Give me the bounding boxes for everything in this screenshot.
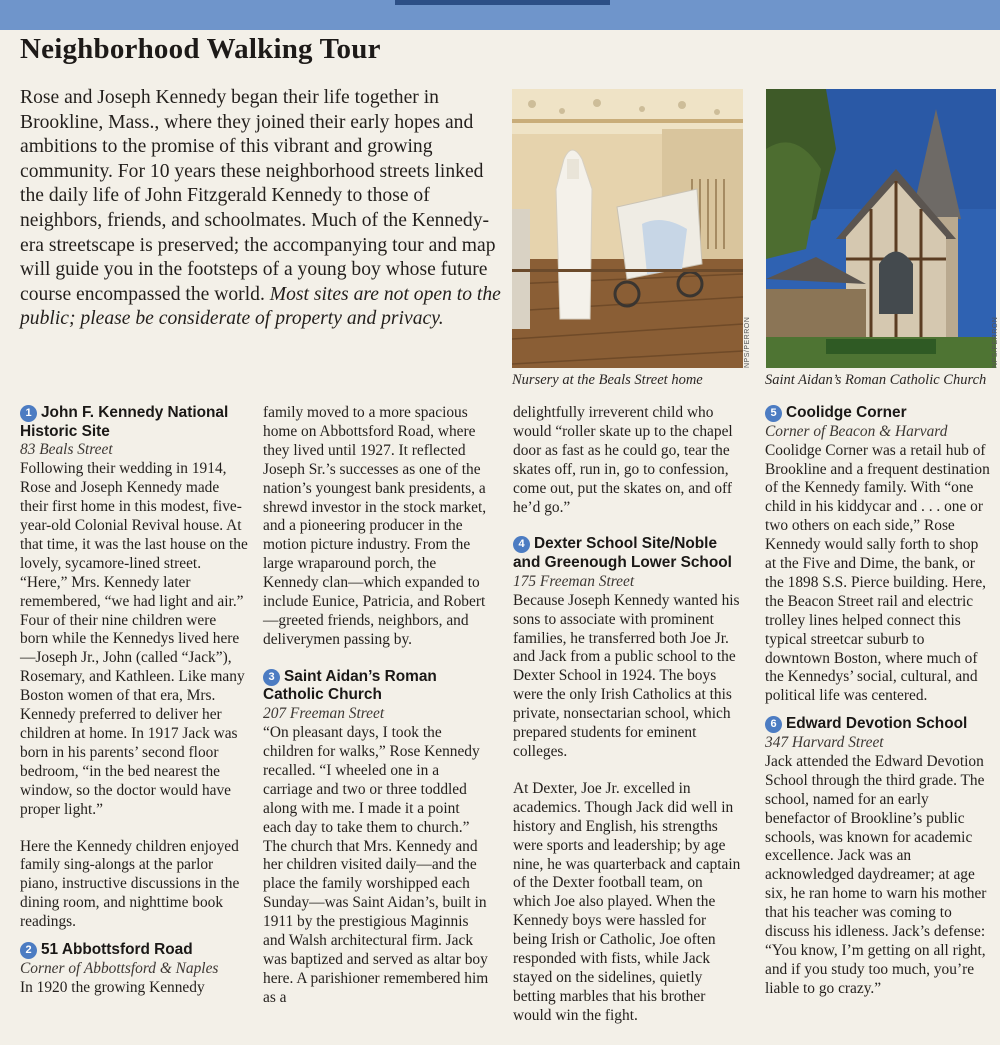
site-5-number: 5 [765,405,782,422]
site-4-number: 4 [513,536,530,553]
site-6-number: 6 [765,716,782,733]
column-3 [513,404,741,1026]
site-3-number: 3 [263,669,280,686]
site-2-address: Corner of Abbottsford & Naples [20,959,219,977]
nursery-photo-caption: Nursery at the Beals Street home [512,372,703,388]
site-1-paragraph-1: Following their wedding in 1914, Rose and Joseph Kennedy made their first home in this modest, five-year-old Colonial Revival house. At that time, it was the last house on the lovely, sycamore-lined street. “Here,” Mrs. Kennedy later remembered, “we had light and air.” Four of their nine children were born while the Kennedys lived here—Joseph Jr., John (called “Jack”), Rosemary, and Kathleen. Like many Boston women of that era, Mrs. Kennedy preferred to deliver her children at home. In 1917 Jack was born in his parents’ second floor bedroom, “in the bed nearest the window, so the doctor would have proper light.” [20,460,248,818]
site-1-name: John F. Kennedy National Historic Site [20,404,229,440]
site-4-paragraph-1: Because Joseph Kennedy wanted his sons to associate with prominent families, he transferred both Joe Jr. and Jack from a public school to the Dexter School in 1924. The boys were the only Irish Catholics at this private, nonsectarian school, which prepared students for eminent colleges. [513,591,740,760]
site-2-paragraph-continued: family moved to a more spacious home on Abbottsford Road, where they lived until 1927. It reflected Joseph Sr.’s successes as one of the nation’s youngest bank presidents, a shrewd investor in the stock market, and a pioneering producer in the motion picture industry. From the large wraparound porch, the Kennedy clan—which expanded to include Eunice, Patricia, and Robert—greeted friends, neighbors, and deliverymen passing by. [263,404,487,648]
column-2 [263,404,491,1008]
site-4-paragraph-2: At Dexter, Joe Jr. excelled in academics. Though Jack did well in history and English, his strengths were sports and leadership; by age nine, he was quarterback and captain of the Dexter football team, on which Joe also played. When the Kennedy boys were hassled for being Irish or Catholic, Joe often responded with fists, while Jack stayed on the sidelines, quietly betting marbles that his brother would win the fight. [513,779,741,1024]
site-5-heading [765,404,993,423]
site-3-heading [263,668,491,705]
intro-text: Rose and Joseph Kennedy began their life together in Brookline, Mass., where they joined their early hopes and ambitions to the promise of this vibrant and growing community. For 10 years these neighborhood streets linked the daily life of John Fitzgerald Kennedy to those of neighbors, friends, and schoolmates. Much of the Kennedy-era streetscape is preserved; the accompanying tour and map will guide you in the footsteps of a young boy whose future course encompassed the world. [20,87,496,305]
site-2-number: 2 [20,942,37,959]
site-4-name: Dexter School Site/Noble and Greenough Lower School [513,535,732,572]
church-photo-credit: NPS/PERRON [992,316,999,368]
site-5-paragraph-1: Coolidge Corner was a retail hub of Brookline and a frequent destination of the Kennedy family. With “one child in his kiddycar and . . . one or two others on each side,” Rose Kennedy would sally forth to shop at the Five and Dime, the bank, or the 1898 S.S. Pierce building. Here, the Beacon Street rail and electric trolley lines helped connect this typical streetcar suburb to downtown Boston, where much of the Kennedys’ social, cultural, and political life was centered. [765,441,990,705]
site-1-heading [20,404,248,441]
site-2-heading [20,941,248,960]
site-1-address: 83 Beals Street [20,441,113,459]
site-3-address: 207 Freeman Street [263,705,385,723]
top-color-band [0,0,1000,30]
intro-italic-note: Most sites are not open to the public; please be considerate of property and privacy. [20,283,501,330]
site-3-paragraph-continued: delightfully irreverent child who would “roller skate up to the chapel door as fast as he could go, tear the skates off, run in, go to confession, come out, put the skates on, and off he’d go.” [513,404,733,516]
site-2-name: 51 Abbottsford Road [41,941,193,959]
site-6-heading [765,715,993,734]
nursery-photo-credit: NPS/PERRON [744,316,751,368]
site-4-address: 175 Freeman Street [513,572,635,590]
church-photo [766,89,996,368]
site-6-name: Edward Devotion School [786,715,968,733]
page-title: Neighborhood Walking Tour [20,33,381,65]
site-5-address: Corner of Beacon & Harvard [765,422,948,440]
site-6-paragraph-1: Jack attended the Edward Devotion School through the third grade. The school, named for an early benefactor of Brookline’s public schools, was known for academic excellence. Jack was an acknowledged daydreamer; at age six, he ran home to warn his mother that his teacher was coming to discuss his idleness. Jack’s defense: “You know, I’m getting on all right, and if you study too much, you’re liable to go crazy.” [765,752,987,997]
nursery-photo [512,89,743,368]
site-1-paragraph-2: Here the Kennedy children enjoyed family sing-alongs at the parlor piano, instructive discussions in the dining room, and nighttime book readings. [20,837,240,931]
column-4 [765,404,993,999]
site-6-address: 347 Harvard Street [765,734,884,751]
church-photo-caption: Saint Aidan’s Roman Catholic Church [765,372,987,388]
site-5-name: Coolidge Corner [786,404,907,421]
column-1 [20,404,248,998]
intro-paragraph [20,86,510,332]
site-1-number: 1 [20,405,37,422]
site-4-heading [513,535,741,572]
site-3-name: Saint Aidan’s Roman Catholic Church [263,667,437,704]
top-band-tab [395,0,610,5]
site-2-paragraph-1: In 1920 the growing Kennedy [20,978,205,996]
site-3-paragraph-1: “On pleasant days, I took the children for walks,” Rose Kennedy recalled. “I wheeled one in a carriage and two or three toddled along with me. I made it a point each day to take them to church.” The church that Mrs. Kennedy and her children visited daily—and the place the family worshipped each Sunday—was Saint Aidan’s, built in 1911 by the prestigious Maginnis and Walsh architectural firm. Jack was baptized and served as altar boy here. A parishioner remembered him as a [263,724,489,1006]
